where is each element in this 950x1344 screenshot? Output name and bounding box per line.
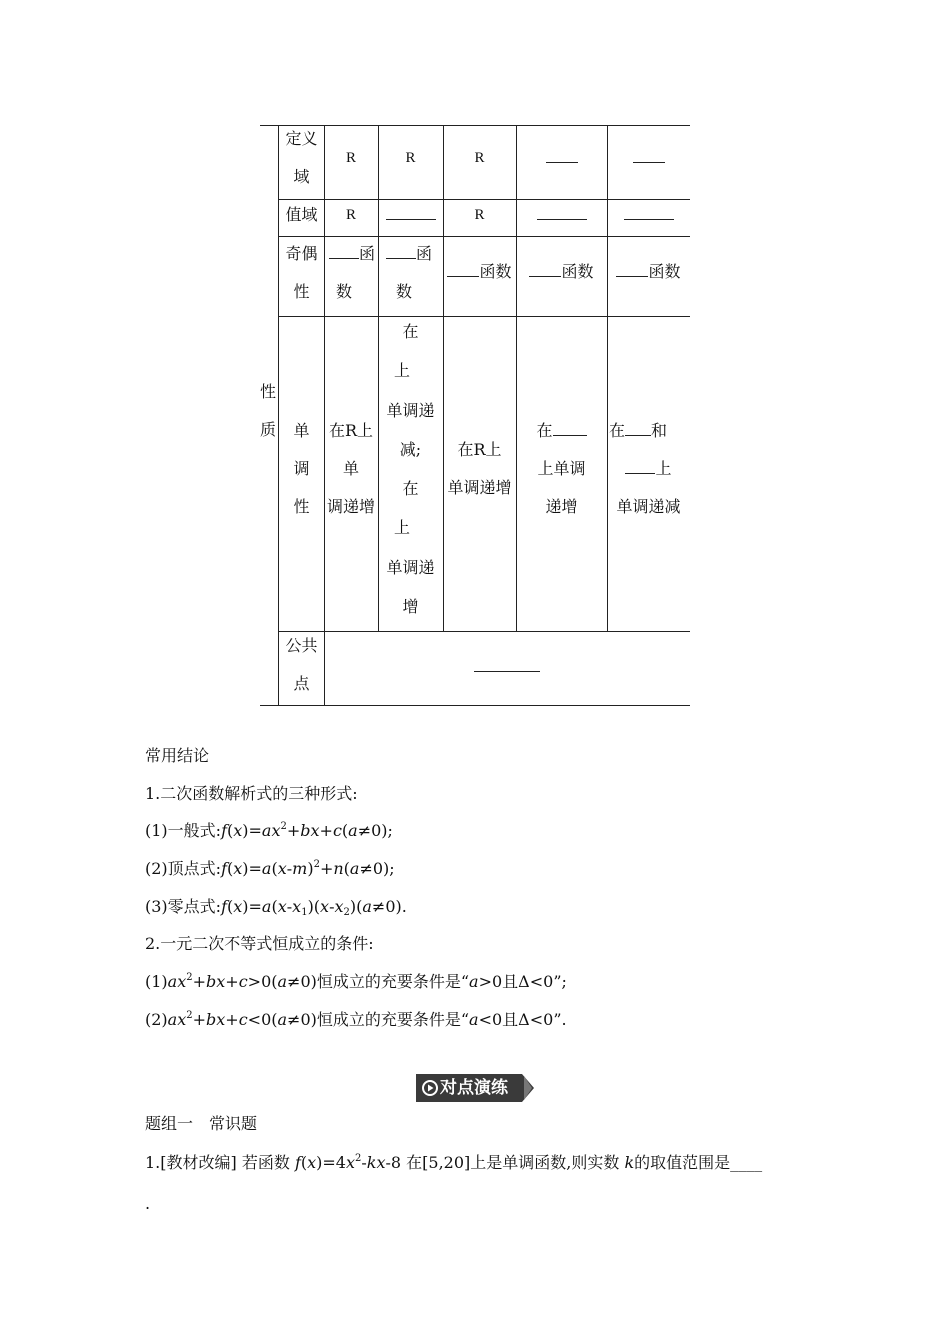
badge-label: 对点演练 bbox=[440, 1078, 508, 1098]
cell-parity-1: 函 数 bbox=[326, 235, 378, 311]
side-label: 性 质 bbox=[259, 382, 276, 439]
answer-blank[interactable] bbox=[633, 144, 665, 163]
row-label-range: 值域 bbox=[285, 205, 318, 224]
cell-mono-2: 在 上 单调递 减; 在 上 单调递 增 bbox=[386, 322, 435, 617]
answer-blank[interactable] bbox=[546, 144, 578, 163]
answer-blank[interactable] bbox=[625, 455, 655, 474]
cell-mono-1: 在R上 单 调递增 bbox=[326, 421, 375, 516]
answer-blank[interactable] bbox=[624, 201, 674, 220]
cell-domain-3: R bbox=[474, 150, 485, 166]
answer-blank[interactable] bbox=[386, 240, 416, 259]
question-1: 1.[教材改编] 若函数 $f(x)=4x^2-kx-8$ 在[5,20]上是单调函数,则实数 k的取值范围是____ bbox=[145, 1153, 763, 1172]
cell-parity-4: 函数 bbox=[516, 253, 607, 291]
cell-range-2 bbox=[378, 196, 443, 234]
answer-blank[interactable] bbox=[447, 258, 479, 277]
conclusion-zero-form: (3)零点式$:f(x)=a(x-x_1)(x-x_2)(a\ne 0)$. bbox=[145, 897, 407, 918]
answer-blank[interactable] bbox=[329, 240, 359, 259]
cell-range-3: R bbox=[474, 207, 485, 223]
answer-blank[interactable] bbox=[386, 201, 436, 220]
cell-mono-5: 在 和 上 单调递减 bbox=[607, 412, 690, 526]
conclusion-general-form: (1)一般式$:f(x)=ax^2+bx+c(a\ne 0)$; bbox=[145, 821, 393, 840]
cell-parity-3: 函数 bbox=[443, 253, 516, 291]
conclusion-item-2: 2.一元二次不等式恒成立的条件: bbox=[145, 934, 374, 953]
question-1-end: . bbox=[145, 1194, 151, 1213]
cell-mono-4: 在 上单调 递增 bbox=[516, 412, 607, 526]
cell-parity-2: 函 数 bbox=[380, 235, 443, 311]
row-label-common-point: 公共 点 bbox=[285, 636, 318, 693]
cell-parity-5: 函数 bbox=[607, 253, 690, 291]
row-label-parity: 奇偶 性 bbox=[285, 244, 318, 301]
conclusion-vertex-form: (2)顶点式$:f(x)=a(x-m)^2+n(a\ne 0)$; bbox=[145, 859, 395, 878]
row-label-domain: 定义 域 bbox=[285, 129, 318, 186]
cell-domain-5 bbox=[607, 139, 690, 177]
cell-range-4 bbox=[516, 196, 607, 234]
cell-domain-4 bbox=[516, 139, 607, 177]
conclusion-item-1: 1.二次函数解析式的三种形式: bbox=[145, 784, 358, 803]
conclusion-negative-condition: $(2)ax^2+bx+c<0(a\ne 0)$恒成立的充要条件是“a<0且Δ<0”. bbox=[145, 1010, 567, 1029]
table-bottom-border bbox=[260, 705, 690, 706]
conclusion-positive-condition: $(1)ax^2+bx+c>0(a\ne 0)$恒成立的充要条件是“a>0且Δ<0”; bbox=[145, 972, 567, 991]
table-row-divider bbox=[278, 631, 690, 632]
cell-domain-1: R bbox=[345, 150, 356, 166]
cell-range-1: R bbox=[345, 207, 356, 223]
answer-blank[interactable] bbox=[553, 417, 587, 436]
group-title: 题组一 常识题 bbox=[145, 1114, 258, 1133]
row-label-monotonicity: 单 调 性 bbox=[293, 421, 310, 516]
cell-common-point bbox=[324, 648, 690, 686]
table-row-divider bbox=[278, 316, 690, 317]
answer-blank[interactable] bbox=[537, 201, 587, 220]
answer-blank[interactable] bbox=[529, 258, 561, 277]
cell-domain-2: R bbox=[405, 150, 416, 166]
answer-blank[interactable] bbox=[474, 653, 540, 672]
section-heading: 常用结论 bbox=[145, 746, 210, 765]
cell-range-5 bbox=[607, 196, 690, 234]
cell-mono-3: 在R上 单调递增 bbox=[447, 440, 512, 497]
play-circle-icon bbox=[422, 1080, 438, 1096]
answer-blank[interactable] bbox=[625, 417, 651, 436]
answer-blank[interactable] bbox=[616, 258, 648, 277]
practice-badge bbox=[416, 1074, 534, 1102]
